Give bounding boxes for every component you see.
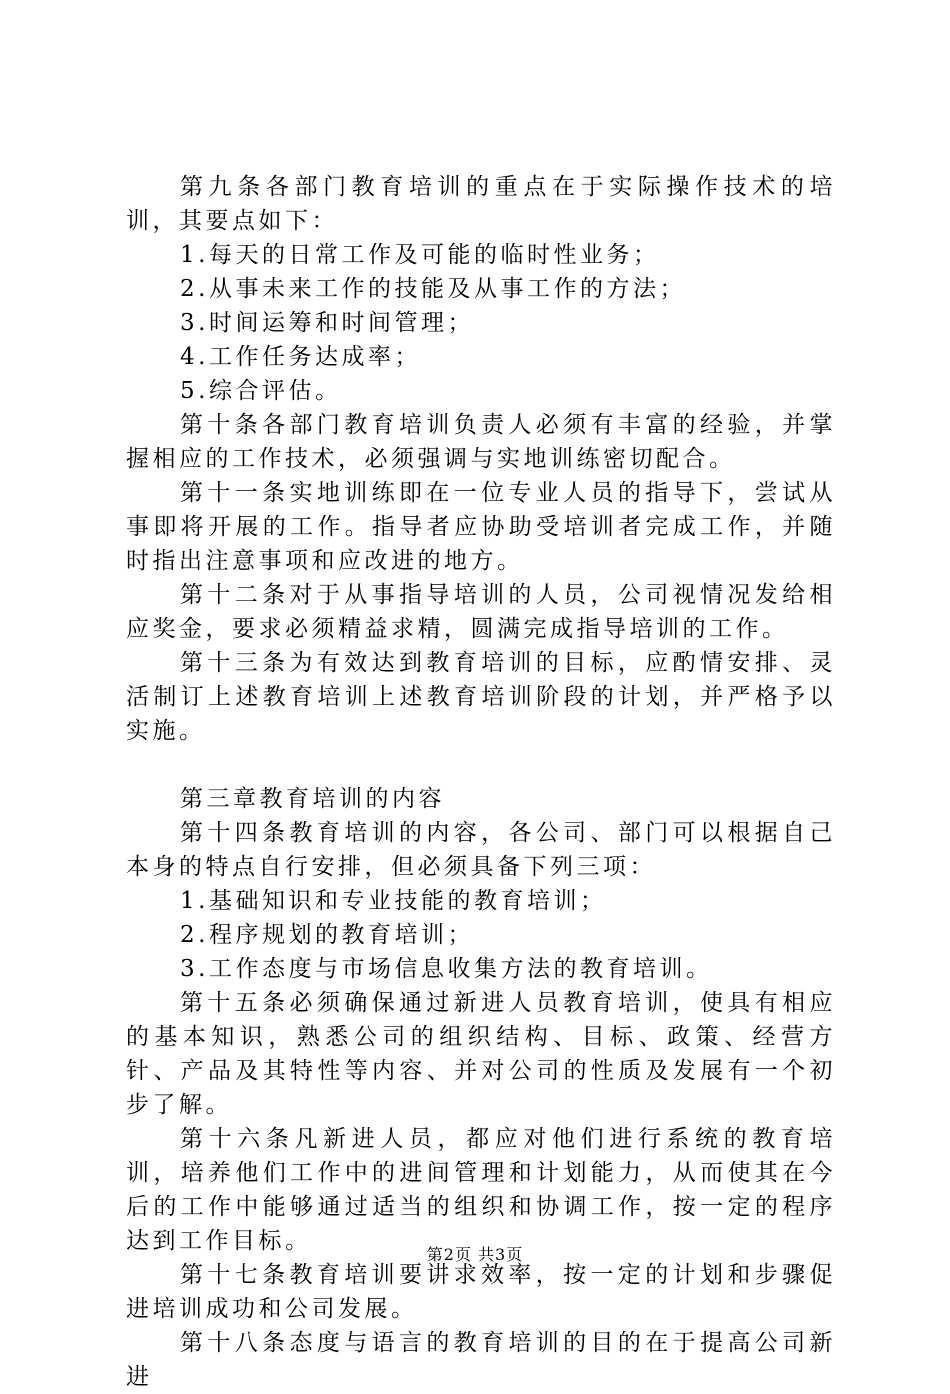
article-9-item-2: 2.从事未来工作的技能及从事工作的方法；: [180, 276, 686, 302]
document-body: [126, 170, 836, 1394]
article-14-item-2: 2.程序规划的教育培训；: [180, 922, 474, 948]
article-11: 第十一条实地训练即在一位专业人员的指导下，尝试从事即将开展的工作。指导者应协助受培训者完成工作，并随时指出注意事项和应改进的地方。: [126, 480, 836, 574]
chapter-3-heading: 第三章教育培训的内容: [180, 786, 445, 812]
article-9-item-4: 4.工作任务达成率；: [180, 344, 421, 370]
article-18: 第十八条态度与语言的教育培训的目的在于提高公司新进: [126, 1330, 836, 1390]
article-12: 第十二条对于从事指导培训的人员，公司视情况发给相应奖金，要求必须精益求精，圆满完成指导培训的工作。: [126, 582, 836, 642]
article-15: 第十五条必须确保通过新进人员教育培训，使具有相应的基本知识，熟悉公司的组织结构、目标、政策、经营方针、产品及其特性等内容、并对公司的性质及发展有一个初步了解。: [126, 990, 836, 1118]
article-14-intro: 第十四条教育培训的内容，各公司、部门可以根据自己本身的特点自行安排，但必须具备下列三项：: [126, 820, 836, 880]
article-16: 第十六条凡新进人员，都应对他们进行系统的教育培训，培养他们工作中的进间管理和计划能力，从而使其在今后的工作中能够通过适当的组织和协调工作，按一定的程序达到工作目标。: [126, 1126, 836, 1254]
article-9-item-5: 5.综合评估。: [180, 378, 342, 404]
article-9-item-1: 1.每天的日常工作及可能的临时性业务；: [180, 242, 660, 268]
article-17: 第十七条教育培训要讲求效率，按一定的计划和步骤促进培训成功和公司发展。: [126, 1262, 836, 1322]
article-9-item-3: 3.时间运筹和时间管理；: [180, 310, 474, 336]
article-14-item-1: 1.基础知识和专业技能的教育培训；: [180, 888, 607, 914]
article-9-intro: 第九条各部门教育培训的重点在于实际操作技术的培训，其要点如下：: [126, 174, 836, 234]
page-number-footer: 第2页 共3页: [426, 1245, 524, 1264]
article-10: 第十条各部门教育培训负责人必须有丰富的经验，并掌握相应的工作技术，必须强调与实地训练密切配合。: [126, 412, 836, 472]
article-14-item-3: 3.工作态度与市场信息收集方法的教育培训。: [180, 956, 713, 982]
article-13: 第十三条为有效达到教育培训的目标，应酌情安排、灵活制订上述教育培训上述教育培训阶段的计划，并严格予以实施。: [126, 650, 836, 744]
